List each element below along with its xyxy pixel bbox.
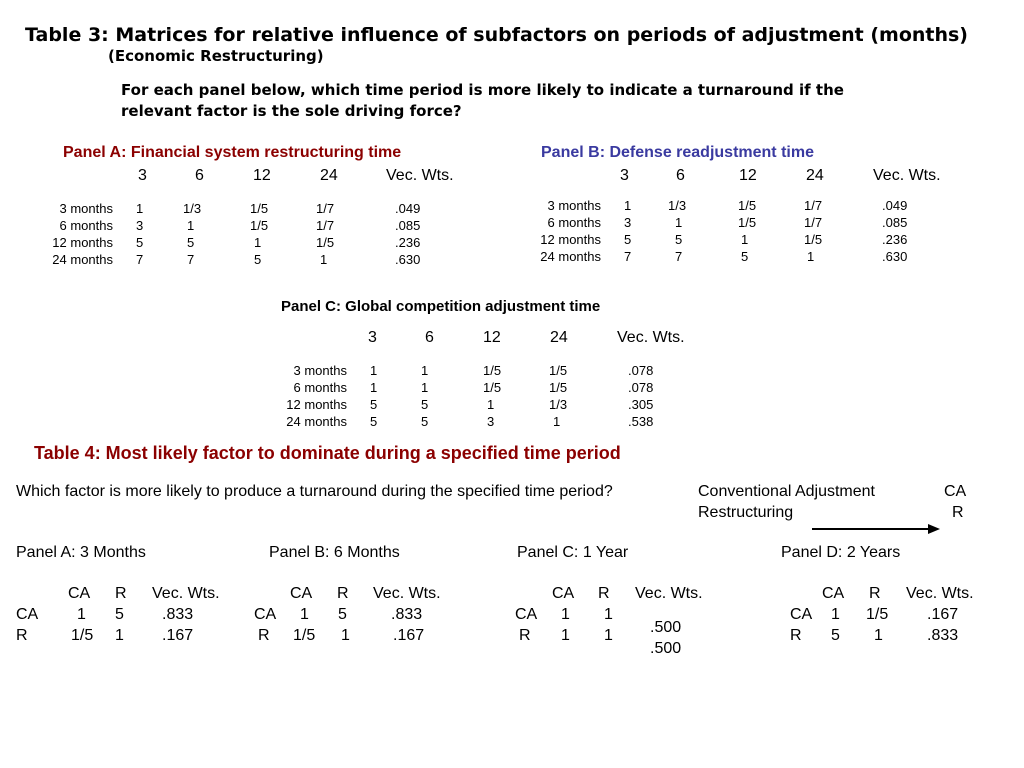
- panel-b-row-label: 12 months: [540, 232, 601, 247]
- t4-panel-c-cell: .500: [650, 640, 682, 657]
- panel-b-cell: 1/5: [738, 215, 757, 230]
- t4-panel-c-head: CA: [552, 585, 575, 602]
- t4-panel-a-cell: 1/5: [71, 627, 94, 644]
- legend-ca-code: CA: [944, 483, 967, 500]
- panel-b-cell: .630: [882, 249, 908, 264]
- panel-a-cell: 1/7: [316, 201, 335, 216]
- t4-panel-d-cell: 5: [831, 627, 840, 644]
- panel-c-header: Vec. Wts.: [617, 329, 685, 346]
- panel-b-cell: 1/5: [738, 198, 757, 213]
- t4-panel-b-cell: 1/5: [293, 627, 316, 644]
- panel-c-header: 6: [425, 329, 434, 346]
- panel-b-cell: 1/7: [804, 215, 823, 230]
- t4-panel-a-head: Vec. Wts.: [152, 585, 220, 602]
- table4-title: Table 4: Most likely factor to dominate during a specified time period: [34, 443, 621, 463]
- panel-a-cell: 1/5: [250, 218, 269, 233]
- legend-r-label: Restructuring: [698, 504, 794, 521]
- t4-panel-b-cell: 1: [341, 627, 350, 644]
- t4-panel-c-title: Panel C: 1 Year: [517, 544, 629, 561]
- panel-c-cell: 1: [421, 380, 429, 395]
- table3-subtitle: (Economic Restructuring): [108, 47, 324, 65]
- panel-b-cell: 1: [624, 198, 632, 213]
- panel-c-title: Panel C: Global competition adjustment time: [281, 298, 601, 315]
- t4-panel-d-cell: .833: [927, 627, 959, 644]
- t4-panel-b-head: CA: [290, 585, 313, 602]
- t4-panel-c-cell: CA: [515, 606, 538, 623]
- panel-c-header: 12: [483, 329, 501, 346]
- t4-panel-a-cell: .833: [162, 606, 194, 623]
- panel-b-header: 6: [676, 167, 685, 184]
- t4-panel-a-cell: R: [16, 627, 28, 644]
- panel-b-row-label: 6 months: [547, 215, 601, 230]
- t4-panel-d-cell: 1/5: [866, 606, 889, 623]
- t4-panel-d-cell: R: [790, 627, 802, 644]
- panel-a-cell: 1/7: [316, 218, 335, 233]
- panel-b-header: 24: [806, 167, 824, 184]
- panel-c-cell: 1: [370, 363, 378, 378]
- t4-panel-b-cell: .833: [391, 606, 423, 623]
- panel-b-header: 3: [620, 167, 629, 184]
- panel-c-cell: .078: [628, 380, 654, 395]
- panel-b-title: Panel B: Defense readjustment time: [541, 144, 814, 161]
- panel-b-cell: 7: [675, 249, 683, 264]
- t4-panel-d-head: CA: [822, 585, 845, 602]
- panel-c-cell: 5: [370, 414, 378, 429]
- legend-r-code: R: [952, 504, 964, 521]
- t4-panel-a-cell: .167: [162, 627, 194, 644]
- panel-a-row-label: 6 months: [59, 218, 113, 233]
- t4-panel-d-head: R: [869, 585, 881, 602]
- panel-c-cell: 1: [370, 380, 378, 395]
- panel-b-cell: 1/5: [804, 232, 823, 247]
- t4-panel-c-cell: 1: [561, 606, 570, 623]
- panel-b-cell: 5: [624, 232, 632, 247]
- panel-a-cell: 1: [320, 252, 328, 267]
- panel-a-header: 24: [320, 167, 338, 184]
- panel-a-cell: 3: [136, 218, 144, 233]
- t4-panel-b-cell: 1: [300, 606, 309, 623]
- panel-a-cell: 5: [187, 235, 195, 250]
- table3-title: Table 3: Matrices for relative influence of subfactors on periods of adjustment (months): [25, 24, 968, 46]
- panel-c-row-label: 6 months: [293, 380, 347, 395]
- table4-question: Which factor is more likely to produce a turnaround during the specified time period?: [16, 483, 613, 500]
- table3-question: For each panel below, which time period is more likely to indicate a turnaround if the relevant factor is the sole driving force?: [121, 81, 844, 120]
- panel-b-cell: 5: [675, 232, 683, 247]
- panel-c-row-label: 12 months: [286, 397, 347, 412]
- t4-panel-d-cell: 1: [874, 627, 883, 644]
- panel-c-row-label: 24 months: [286, 414, 347, 429]
- t4-panel-c-head: Vec. Wts.: [635, 585, 703, 602]
- panel-a-cell: 7: [187, 252, 195, 267]
- t4-panel-d-cell: 1: [831, 606, 840, 623]
- t4-panel-a-cell: 1: [115, 627, 124, 644]
- t4-panel-a-cell: CA: [16, 606, 39, 623]
- panel-a-cell: 7: [136, 252, 144, 267]
- panel-c-row-label: 3 months: [293, 363, 347, 378]
- panel-a-cell: 1/5: [250, 201, 269, 216]
- t4-panel-b-cell: .167: [393, 627, 425, 644]
- panel-c-cell: 1/5: [549, 380, 568, 395]
- panel-b-cell: .049: [882, 198, 908, 213]
- legend-arrow-line: [812, 528, 930, 530]
- t4-panel-d-cell: .167: [927, 606, 959, 623]
- panel-c-cell: 1/3: [549, 397, 568, 412]
- panel-a-cell: .085: [395, 218, 421, 233]
- panel-a-cell: .236: [395, 235, 421, 250]
- panel-b-header: Vec. Wts.: [873, 167, 941, 184]
- t4-panel-d-cell: CA: [790, 606, 813, 623]
- panel-a-cell: 1/3: [183, 201, 202, 216]
- t4-panel-b-cell: CA: [254, 606, 277, 623]
- t4-panel-c-cell: 1: [604, 606, 613, 623]
- panel-b-cell: 1: [807, 249, 815, 264]
- panel-b-cell: 1: [741, 232, 749, 247]
- panel-a-cell: .630: [395, 252, 421, 267]
- panel-b-header: 12: [739, 167, 757, 184]
- panel-b-cell: 1/3: [668, 198, 687, 213]
- panel-a-row-label: 3 months: [59, 201, 113, 216]
- t4-panel-a-cell: 5: [115, 606, 124, 623]
- t4-panel-b-head: R: [337, 585, 349, 602]
- panel-c-header: 3: [368, 329, 377, 346]
- t4-panel-a-head: R: [115, 585, 127, 602]
- panel-a-header: 12: [253, 167, 271, 184]
- panel-b-cell: 1: [675, 215, 683, 230]
- panel-c-cell: 1: [553, 414, 561, 429]
- t4-panel-c-cell: R: [519, 627, 531, 644]
- panel-c-cell: 1: [487, 397, 495, 412]
- panel-c-cell: 1/5: [483, 380, 502, 395]
- panel-a-title: Panel A: Financial system restructuring time: [63, 144, 402, 161]
- legend-arrowhead-icon: [928, 524, 940, 534]
- panel-a-cell: 1: [254, 235, 262, 250]
- t4-panel-a-head: CA: [68, 585, 91, 602]
- panel-c-cell: 5: [370, 397, 378, 412]
- panel-a-header: 6: [195, 167, 204, 184]
- t4-panel-b-cell: R: [258, 627, 270, 644]
- panel-a-cell: 1: [136, 201, 144, 216]
- panel-c-cell: .078: [628, 363, 654, 378]
- panel-b-cell: .236: [882, 232, 908, 247]
- panel-b-cell: 3: [624, 215, 632, 230]
- panel-c-cell: 3: [487, 414, 495, 429]
- panel-c-cell: 5: [421, 414, 429, 429]
- panel-c-cell: 1/5: [483, 363, 502, 378]
- panel-a-cell: 5: [254, 252, 262, 267]
- t4-panel-b-head: Vec. Wts.: [373, 585, 441, 602]
- panel-b-cell: .085: [882, 215, 908, 230]
- panel-c-cell: .538: [628, 414, 654, 429]
- panel-a-cell: .049: [395, 201, 421, 216]
- panel-a-cell: 1: [187, 218, 195, 233]
- t4-panel-c-cell: 1: [561, 627, 570, 644]
- legend-ca-label: Conventional Adjustment: [698, 483, 875, 500]
- panel-b-cell: 5: [741, 249, 749, 264]
- panel-c-cell: .305: [628, 397, 654, 412]
- t4-panel-b-cell: 5: [338, 606, 347, 623]
- panel-c-header: 24: [550, 329, 568, 346]
- t4-panel-c-cell: 1: [604, 627, 613, 644]
- panel-a-row-label: 24 months: [52, 252, 113, 267]
- panel-a-cell: 1/5: [316, 235, 335, 250]
- panel-a-row-label: 12 months: [52, 235, 113, 250]
- t4-panel-a-title: Panel A: 3 Months: [16, 544, 146, 561]
- t4-panel-c-cell: .500: [650, 619, 682, 636]
- panel-a-header: 3: [138, 167, 147, 184]
- panel-a-cell: 5: [136, 235, 144, 250]
- panel-c-cell: 1/5: [549, 363, 568, 378]
- panel-b-row-label: 24 months: [540, 249, 601, 264]
- panel-a-header: Vec. Wts.: [386, 167, 454, 184]
- panel-b-row-label: 3 months: [547, 198, 601, 213]
- t4-panel-d-title: Panel D: 2 Years: [781, 544, 901, 561]
- t4-panel-c-head: R: [598, 585, 610, 602]
- t4-panel-a-cell: 1: [77, 606, 86, 623]
- t4-panel-b-title: Panel B: 6 Months: [269, 544, 400, 561]
- panel-c-cell: 1: [421, 363, 429, 378]
- t4-panel-d-head: Vec. Wts.: [906, 585, 974, 602]
- panel-c-cell: 5: [421, 397, 429, 412]
- panel-b-cell: 1/7: [804, 198, 823, 213]
- panel-b-cell: 7: [624, 249, 632, 264]
